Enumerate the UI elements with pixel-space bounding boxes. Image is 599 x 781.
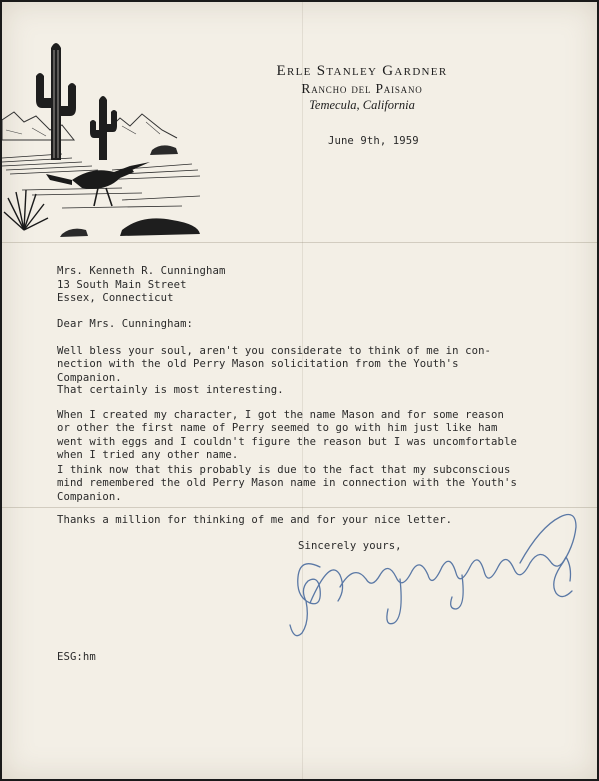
letter-date: June 9th, 1959	[328, 135, 419, 147]
body-paragraph: I think now that this probably is due to the fact that my subconscious mind remembered the old Perry Mason name in connection with the Youth's Companion.	[57, 464, 517, 503]
letterhead-ranch: Rancho del Paisano	[301, 81, 423, 96]
body-paragraph: Thanks a million for thinking of me and for your nice letter.	[57, 514, 453, 526]
typist-initials: ESG:hm	[57, 651, 96, 663]
desert-cactus-roadrunner-illustration	[2, 30, 202, 240]
letterhead	[252, 62, 472, 114]
body-paragraph: Well bless your soul, aren't you considerate to think of me in con- nection with the old Perry Mason solicitation from the Youth's Companion.	[57, 345, 492, 384]
recipient-address	[57, 265, 225, 306]
address-line: 13 South Main Street	[57, 278, 187, 291]
letter-page	[2, 2, 597, 779]
handwritten-signature	[280, 497, 585, 642]
letterhead-town: Temecula, California	[309, 98, 415, 112]
body-paragraph: When I created my character, I got the name Mason and for some reason or other the first name of Perry seemed to go with him just like ham went with eggs and I couldn't figure the reason but I was uncomfortable when I tried any other name.	[57, 409, 517, 461]
paper-fold-line	[2, 242, 597, 243]
body-paragraph: That certainly is most interesting.	[57, 384, 284, 396]
closing: Sincerely yours,	[298, 540, 402, 552]
salutation: Dear Mrs. Cunningham:	[57, 318, 194, 330]
address-line: Mrs. Kenneth R. Cunningham	[57, 265, 226, 277]
letterhead-name: Erle Stanley Gardner	[276, 63, 448, 79]
address-line: Essex, Connecticut	[57, 292, 174, 304]
